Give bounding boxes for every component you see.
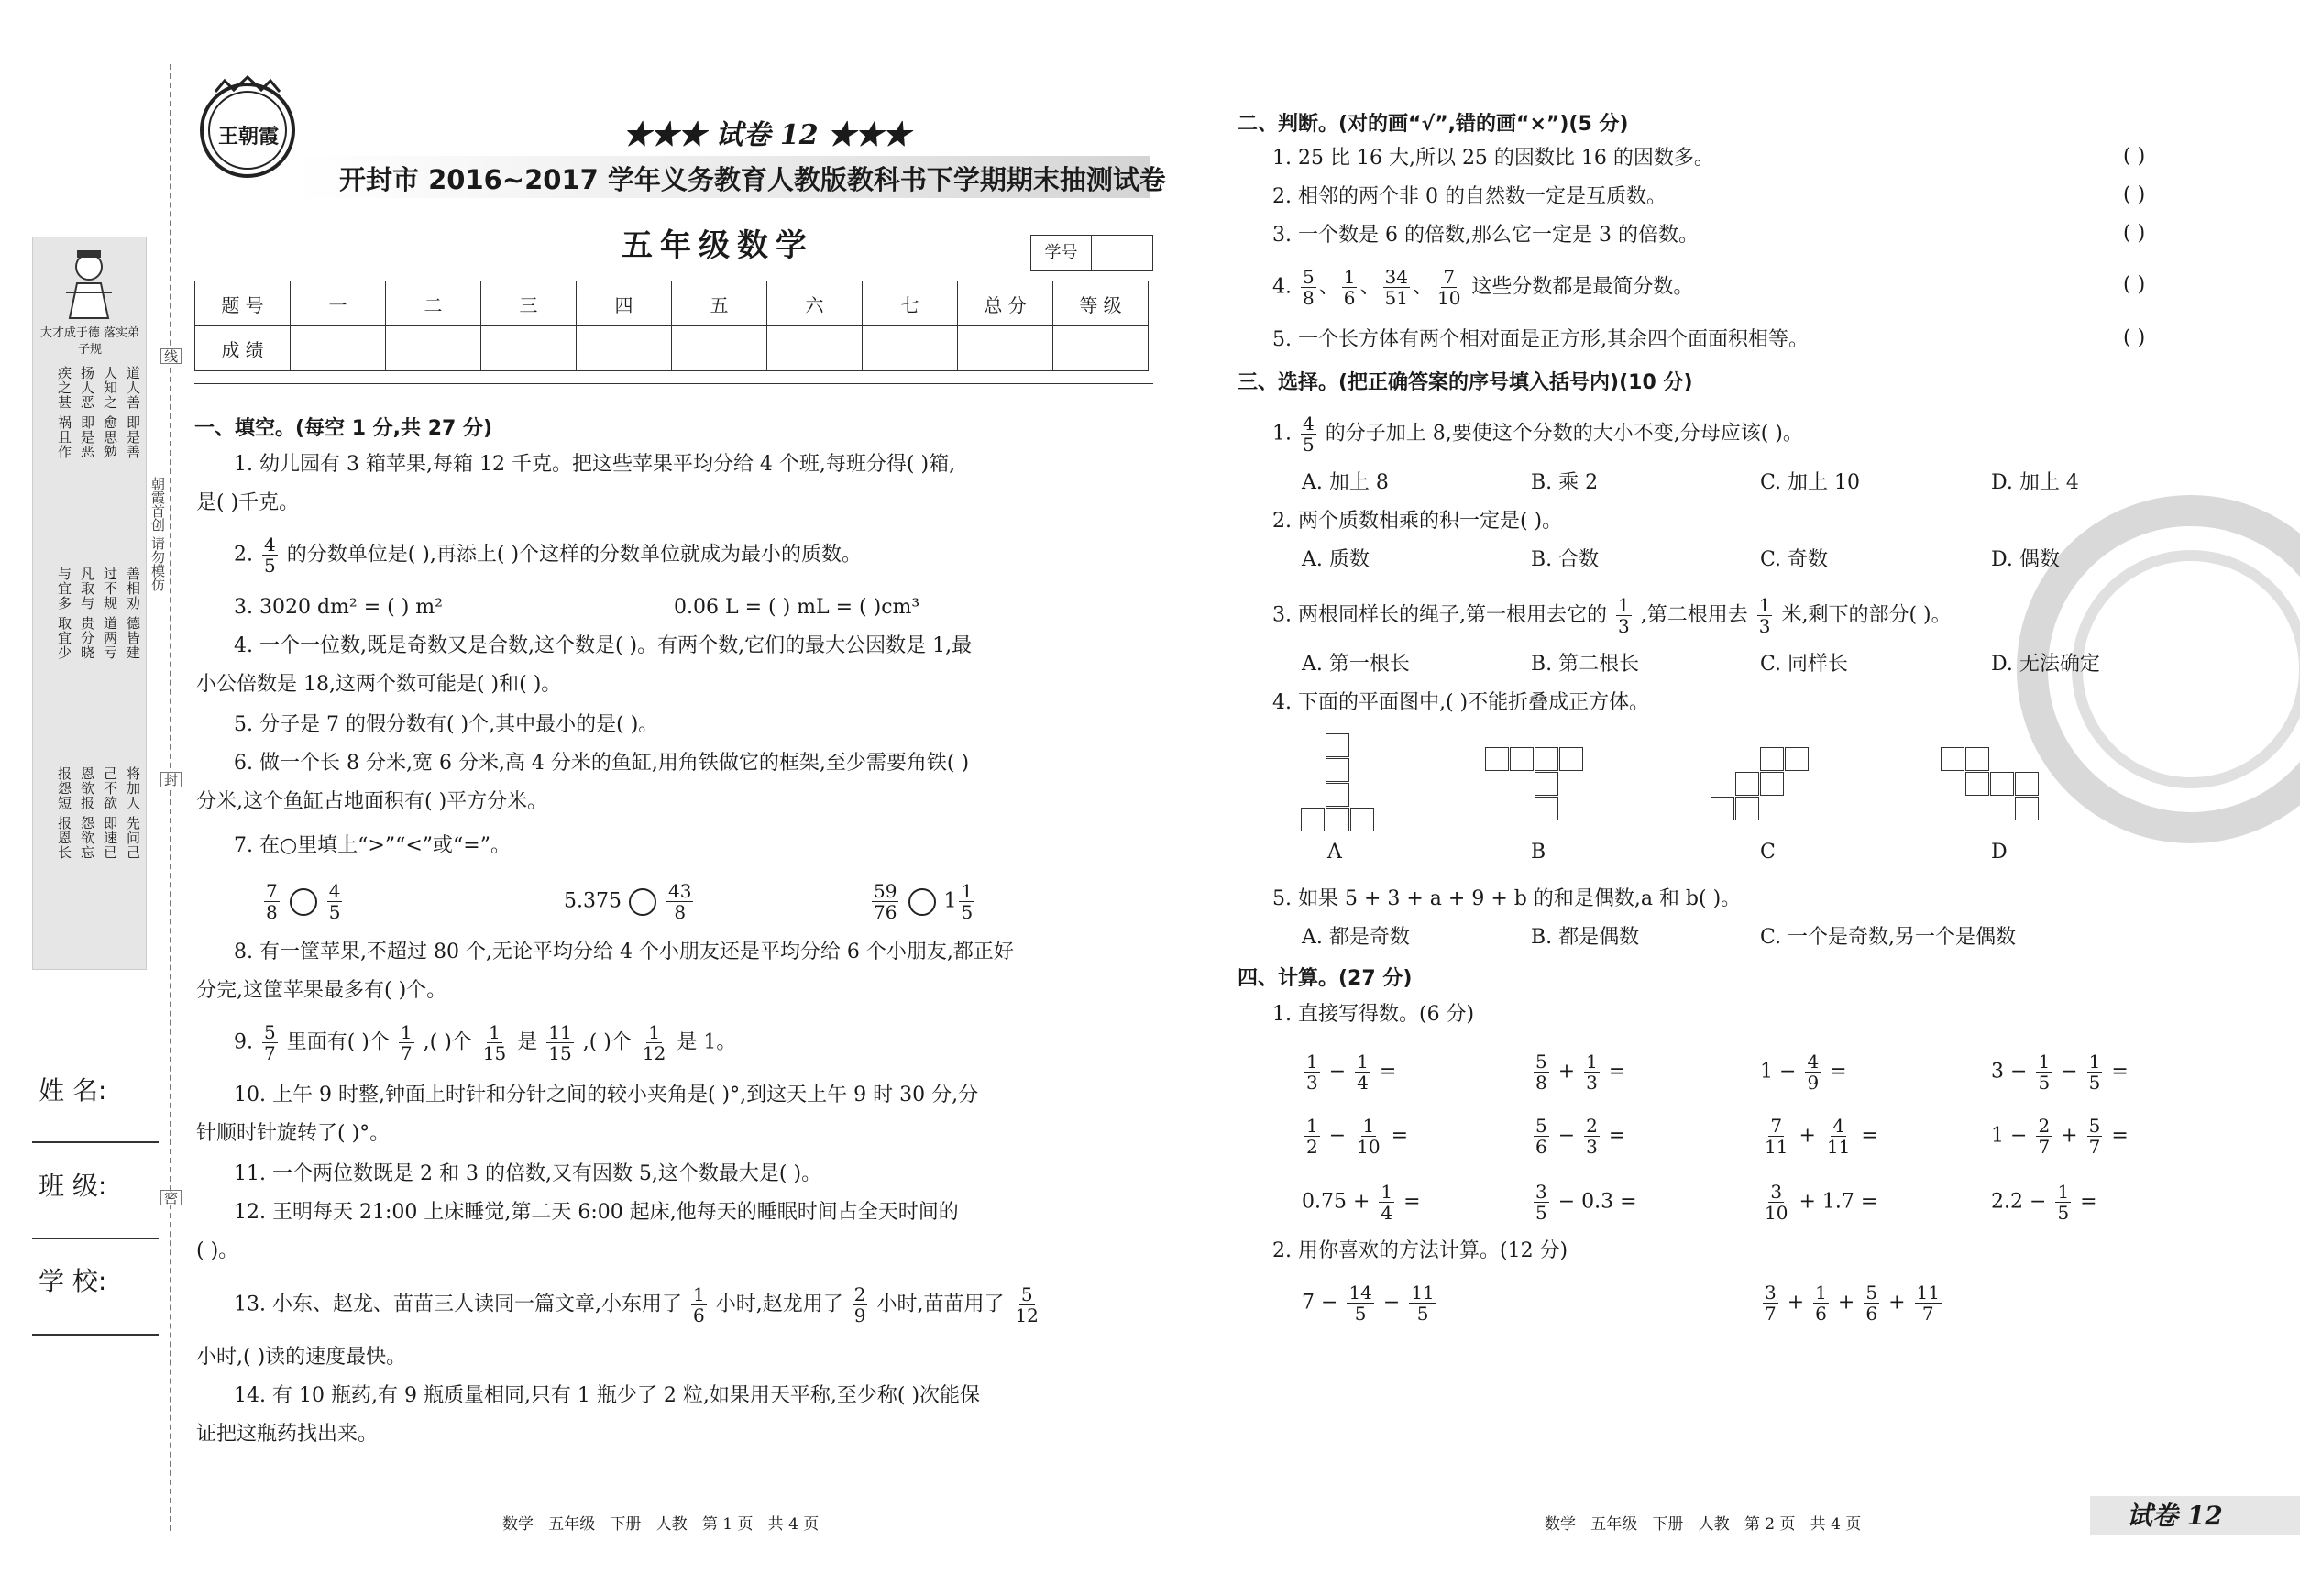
score-table — [194, 281, 1149, 371]
q4-line2: 小公倍数是 18,这两个数可能是( )和( )。 — [196, 673, 562, 696]
class-label: 班 级: — [39, 1171, 107, 1201]
watermark-seal-inner — [2072, 550, 2300, 788]
net-c[interactable] — [1711, 747, 1821, 830]
separator: 、 — [1359, 275, 1381, 299]
option[interactable]: D. 加上 4 — [1991, 471, 2079, 494]
q9-text: 是 — [517, 1030, 538, 1054]
fraction-4-5: $\frac{4}{5}$ — [264, 534, 276, 577]
calc-item: $\frac{3}{10}$ + 1.7 = — [1765, 1181, 1878, 1224]
motto-col: 善相劝 德皆建 — [125, 566, 141, 660]
score-cell: 六 — [767, 281, 863, 326]
choice-q3-text: ,第二根用去 — [1640, 603, 1748, 627]
option[interactable]: D. 偶数 — [1991, 548, 2060, 571]
q9 — [234, 1023, 736, 1062]
calc-item: 1 − $\frac{4}{9}$ = — [1760, 1051, 1847, 1094]
q5: 5. 分子是 7 的假分数有( )个,其中最小的是( )。 — [234, 713, 659, 736]
q2 — [234, 535, 862, 575]
net-a[interactable] — [1297, 733, 1380, 836]
cut-line — [170, 64, 171, 1531]
score-input[interactable] — [1053, 326, 1149, 371]
score-input[interactable] — [481, 326, 577, 371]
option[interactable]: A. 加上 8 — [1302, 471, 1389, 494]
motto-col: 扬人恶 即是恶 — [79, 366, 95, 459]
fraction-1-6: $\frac{1}{6}$ — [1343, 266, 1356, 309]
q8-line1: 8. 有一筐苹果,不超过 80 个,无论平均分给 4 个小朋友还是平均分给 6 个小朋友,都正好 — [234, 941, 1014, 963]
q3-left: 3. 3020 dm² = ( ) m² — [234, 596, 443, 619]
name-label: 姓 名: — [39, 1075, 107, 1106]
judge-item-5: 5. 一个长方体有两个相对面是正方形,其余四个面面积相等。 — [1272, 328, 1809, 351]
compare-circle[interactable] — [908, 888, 936, 916]
option[interactable]: A. 质数 — [1302, 548, 1370, 571]
fraction-5-8: $\frac{5}{8}$ — [1303, 266, 1315, 309]
fraction-1-15: $\frac{1}{15}$ — [482, 1021, 507, 1064]
motto-col: 凡取与 贵分晓 — [79, 566, 95, 660]
footer-badge: 试卷 12 — [2127, 1501, 2223, 1531]
calc-item: $\frac{3}{7}$ + $\frac{1}{6}$ + $\frac{5}{6}$ + $\frac{11}{7}$ — [1765, 1282, 1940, 1325]
q7: 7. 在○里填上“>”“<”或“=”。 — [234, 834, 511, 857]
option[interactable]: A. 第一根长 — [1302, 653, 1410, 676]
motto-col: 与宜多 取宜少 — [56, 566, 72, 660]
q3-right: 0.06 L = ( ) mL = ( )cm³ — [674, 596, 920, 619]
net-d[interactable] — [1941, 747, 2051, 830]
q12-line1: 12. 王明每天 21:00 上床睡觉,第二天 6:00 起床,他每天的睡眠时间占全天时间的 — [234, 1201, 959, 1224]
student-id-label: 学号 — [1031, 236, 1092, 270]
motto-columns — [40, 366, 141, 962]
section1-heading: 一、填空。(每空 1 分,共 27 分) — [194, 417, 493, 440]
divider — [194, 383, 1153, 384]
student-id-box[interactable] — [1030, 235, 1153, 271]
footer-left: 数学 五年级 下册 人教 第 1 页 共 4 页 — [502, 1515, 820, 1534]
scholar-illustration — [59, 247, 119, 320]
name-line[interactable] — [32, 1141, 159, 1143]
motto-col: 道人善 即是善 — [125, 366, 141, 459]
calc-item: $\frac{1}{2}$ − $\frac{1}{10}$ = — [1306, 1115, 1409, 1158]
score-cell: 七 — [863, 281, 958, 326]
calc-item: $\frac{5}{8}$ + $\frac{1}{3}$ = — [1535, 1051, 1626, 1094]
option[interactable]: B. 合数 — [1531, 548, 1600, 571]
motto-col: 过不规 道两亏 — [102, 566, 118, 660]
decimal-5375: 5.375 — [564, 889, 622, 913]
option[interactable]: A. 都是奇数 — [1302, 926, 1410, 949]
option[interactable]: C. 加上 10 — [1760, 471, 1861, 494]
motto-col: 报怨短 报恩长 — [56, 766, 72, 861]
cut-mark: 封 — [160, 772, 182, 787]
calc-item: $\frac{1}{3}$ − $\frac{1}{4}$ = — [1306, 1051, 1397, 1094]
q12-line2: ( )。 — [196, 1239, 239, 1262]
fraction-11-15: $\frac{11}{15}$ — [548, 1021, 572, 1064]
calc-item: $\frac{3}{5}$ − 0.3 = — [1535, 1181, 1637, 1224]
score-cell: 成 绩 — [195, 326, 291, 371]
logo-text: 王朝霞 — [217, 125, 279, 149]
answer-paren[interactable]: ( ) — [2123, 145, 2146, 168]
calc-item: $\frac{7}{11}$ + $\frac{4}{11}$ = — [1765, 1115, 1878, 1158]
judge-item-3: 3. 一个数是 6 的倍数,那么它一定是 3 的倍数。 — [1272, 224, 1699, 247]
cut-mark: 线 — [160, 348, 182, 364]
calc-item: 0.75 + $\frac{1}{4}$ = — [1302, 1181, 1421, 1224]
motto-col: 人知之 愈思勉 — [102, 366, 118, 459]
q2-prefix: 2. — [234, 543, 253, 567]
fraction-1-6: $\frac{1}{6}$ — [692, 1283, 705, 1326]
calc-item: 3 − $\frac{1}{5}$ − $\frac{1}{5}$ = — [1991, 1051, 2129, 1094]
score-input[interactable] — [672, 326, 767, 371]
judge-item-1: 1. 25 比 16 大,所以 25 的因数比 16 的因数多。 — [1272, 147, 1714, 170]
fraction-1-7: $\frac{1}{7}$ — [400, 1021, 413, 1064]
score-value-row — [195, 326, 1149, 371]
q13-line1 — [234, 1285, 1043, 1325]
compare-circle[interactable] — [290, 888, 317, 916]
q13-text: 13. 小东、赵龙、苗苗三人读同一篇文章,小东用了 — [234, 1293, 682, 1316]
q2-text: 的分数单位是( ),再添上( )个这样的分数单位就成为最小的质数。 — [286, 543, 863, 567]
q9-text: ,( )个 — [423, 1030, 472, 1054]
calc-sub1: 1. 直接写得数。(6 分) — [1272, 1003, 1475, 1026]
choice-q3 — [1272, 596, 1952, 635]
school-line[interactable] — [32, 1334, 159, 1336]
fraction-1-3: $\frac{1}{3}$ — [1617, 594, 1630, 637]
score-cell: 五 — [672, 281, 767, 326]
fraction-34-51: $\frac{34}{51}$ — [1384, 266, 1408, 309]
net-label-c: C — [1760, 841, 1776, 864]
option[interactable]: B. 都是偶数 — [1531, 926, 1640, 949]
calc-item: 2.2 − $\frac{1}{5}$ = — [1991, 1181, 2097, 1224]
class-line[interactable] — [32, 1238, 159, 1239]
motto-col: 将加人 先问己 — [125, 766, 141, 861]
choice-q1-prefix: 1. — [1272, 422, 1292, 446]
score-input[interactable] — [291, 326, 386, 371]
answer-paren[interactable]: ( ) — [2123, 326, 2146, 349]
fraction-4-5: $\frac{4}{5}$ — [328, 880, 341, 923]
separator: 、 — [1318, 275, 1339, 299]
q10-line1: 10. 上午 9 时整,钟面上时针和分针之间的较小夹角是( )°,到这天上午 9 时 30 分,分 — [234, 1084, 979, 1106]
score-cell: 二 — [386, 281, 481, 326]
q6-line1: 6. 做一个长 8 分米,宽 6 分米,高 4 分米的鱼缸,用角铁做它的框架,至少需要角铁( ) — [234, 752, 970, 775]
choice-q5: 5. 如果 5 + 3 + a + 9 + b 的和是偶数,a 和 b( )。 — [1272, 887, 1742, 910]
q4-line1: 4. 一个一位数,既是奇数又是合数,这个数是( )。有两个数,它们的最大公因数是 1,最 — [234, 634, 973, 657]
choice-q1 — [1272, 414, 1803, 454]
cut-mark: 密 — [160, 1190, 182, 1205]
q14-line2: 证把这瓶药找出来。 — [196, 1423, 379, 1446]
q1-line2: 是( )千克。 — [196, 491, 300, 514]
choice-q1-text: 的分子加上 8,要使这个分数的大小不变,分母应该( )。 — [1325, 422, 1803, 446]
q11: 11. 一个两位数既是 2 和 3 的倍数,又有因数 5,这个数最大是( )。 — [234, 1162, 822, 1185]
subject-title: 五年级数学 — [622, 227, 814, 264]
fraction-59-76: $\frac{59}{76}$ — [874, 880, 897, 923]
fraction-7-8: $\frac{7}{8}$ — [266, 880, 278, 923]
side-note: 朝霞首创 请勿模仿 — [149, 477, 166, 591]
score-cell: 三 — [481, 281, 577, 326]
answer-paren[interactable]: ( ) — [2123, 222, 2146, 245]
score-input[interactable] — [386, 326, 481, 371]
fraction-4-5: $\frac{4}{5}$ — [1303, 413, 1315, 456]
fraction-2-9: $\frac{2}{9}$ — [853, 1283, 866, 1326]
judge-item-4-prefix: 4. — [1272, 275, 1292, 299]
q13-text: 小时,苗苗用了 — [876, 1293, 1005, 1316]
score-cell: 四 — [577, 281, 672, 326]
calc-sub2: 2. 用你喜欢的方法计算。(12 分) — [1272, 1239, 1568, 1262]
choice-q3-text: 3. 两根同样长的绳子,第一根用去它的 — [1272, 603, 1607, 627]
q7-compare-c: $\frac{59}{76}$ 1 $\frac{1}{5}$ — [874, 880, 974, 923]
score-input[interactable] — [863, 326, 958, 371]
score-cell: 一 — [291, 281, 386, 326]
section4-heading: 四、计算。(27 分) — [1238, 967, 1413, 990]
exam-badge-text: 试卷 12 — [715, 119, 819, 151]
exam-title: 开封市 2016~2017 学年义务教育人教版教科书下学期期末抽测试卷 — [339, 164, 1166, 195]
net-label-b: B — [1531, 841, 1546, 864]
choice-q2: 2. 两个质数相乘的积一定是( )。 — [1272, 510, 1563, 533]
judge-item-2: 2. 相邻的两个非 0 的自然数一定是互质数。 — [1272, 185, 1667, 208]
calc-item: 7 − $\frac{14}{5}$ − $\frac{11}{5}$ — [1302, 1282, 1435, 1325]
q14-line1: 14. 有 10 瓶药,有 9 瓶质量相同,只有 1 瓶少了 2 粒,如果用天平称,至少称( )次能保 — [234, 1384, 981, 1407]
q9-text: 是 1。 — [677, 1030, 737, 1054]
fraction-7-10: $\frac{7}{10}$ — [1436, 266, 1461, 309]
net-b[interactable] — [1485, 747, 1595, 830]
fraction-1-5: $\frac{1}{5}$ — [961, 880, 974, 923]
calc-item: 1 − $\frac{2}{7}$ + $\frac{5}{7}$ = — [1991, 1115, 2129, 1158]
fraction-5-12: $\frac{5}{12}$ — [1015, 1283, 1039, 1326]
q13-text: 小时,赵龙用了 — [715, 1293, 843, 1316]
answer-paren[interactable]: ( ) — [2123, 273, 2146, 296]
option[interactable]: C. 同样长 — [1760, 653, 1849, 676]
option[interactable]: C. 奇数 — [1760, 548, 1829, 571]
q7-compare-a — [261, 882, 345, 921]
score-input[interactable] — [767, 326, 863, 371]
motto-col: 疾之甚 祸且作 — [56, 366, 72, 459]
q10-line2: 针顺时针旋转了( )°。 — [196, 1122, 391, 1145]
q9-text: 里面有( )个 — [286, 1030, 390, 1054]
score-input[interactable] — [958, 326, 1053, 371]
q13-line2: 小时,( )读的速度最快。 — [196, 1346, 407, 1369]
option[interactable]: D. 无法确定 — [1991, 653, 2100, 676]
q7-compare-b — [564, 882, 696, 921]
q9-text: ,( )个 — [582, 1030, 632, 1054]
separator: 、 — [1412, 275, 1433, 299]
footer-right: 数学 五年级 下册 人教 第 2 页 共 4 页 — [1545, 1515, 1862, 1534]
calc-item: $\frac{5}{6}$ − $\frac{2}{3}$ = — [1535, 1115, 1626, 1158]
net-label-d: D — [1991, 841, 2008, 864]
q6-line2: 分米,这个鱼缸占地面积有( )平方分米。 — [196, 790, 548, 813]
motto-col: 恩欲报 怨欲忘 — [79, 766, 95, 861]
choice-q3-text: 米,剩下的部分( )。 — [1781, 603, 1952, 627]
option[interactable]: B. 乘 2 — [1531, 471, 1599, 494]
section3-heading: 三、选择。(把正确答案的序号填入括号内)(10 分) — [1238, 371, 1693, 394]
fraction-5-7: $\frac{5}{7}$ — [264, 1021, 276, 1064]
fraction-1-3: $\frac{1}{3}$ — [1758, 594, 1771, 637]
score-cell: 题 号 — [195, 281, 291, 326]
school-label: 学 校: — [39, 1266, 107, 1296]
exam-badge: ★★★ 试卷 12 ★★★ — [623, 119, 911, 151]
judge-item-4-text: 这些分数都是最简分数。 — [1471, 275, 1694, 299]
choice-q4: 4. 下面的平面图中,( )不能折叠成正方体。 — [1272, 691, 1650, 714]
fraction-43-8: $\frac{43}{8}$ — [667, 880, 692, 923]
motto-strip — [32, 237, 147, 970]
motto-top: 大才成于德 落实弟子规 — [39, 326, 140, 357]
q9-prefix: 9. — [234, 1030, 253, 1054]
judge-item-4 — [1272, 268, 1693, 307]
option[interactable]: C. 一个是奇数,另一个是偶数 — [1760, 926, 2017, 949]
answer-paren[interactable]: ( ) — [2123, 183, 2146, 206]
score-cell: 总 分 — [958, 281, 1053, 326]
fraction-1-12: $\frac{1}{12}$ — [642, 1021, 666, 1064]
score-header-row — [195, 281, 1149, 326]
score-input[interactable] — [577, 326, 672, 371]
section2-heading: 二、判断。(对的画“√”,错的画“×”)(5 分) — [1238, 113, 1629, 136]
compare-circle[interactable] — [629, 888, 656, 916]
motto-col: 己不欲 即速已 — [102, 766, 118, 861]
q8-line2: 分完,这筐苹果最多有( )个。 — [196, 979, 447, 1002]
score-cell: 等 级 — [1053, 281, 1149, 326]
net-label-a: A — [1327, 841, 1342, 864]
option[interactable]: B. 第二根长 — [1531, 653, 1640, 676]
q1-line1: 1. 幼儿园有 3 箱苹果,每箱 12 千克。把这些苹果平均分给 4 个班,每班分得( )箱, — [234, 453, 956, 476]
